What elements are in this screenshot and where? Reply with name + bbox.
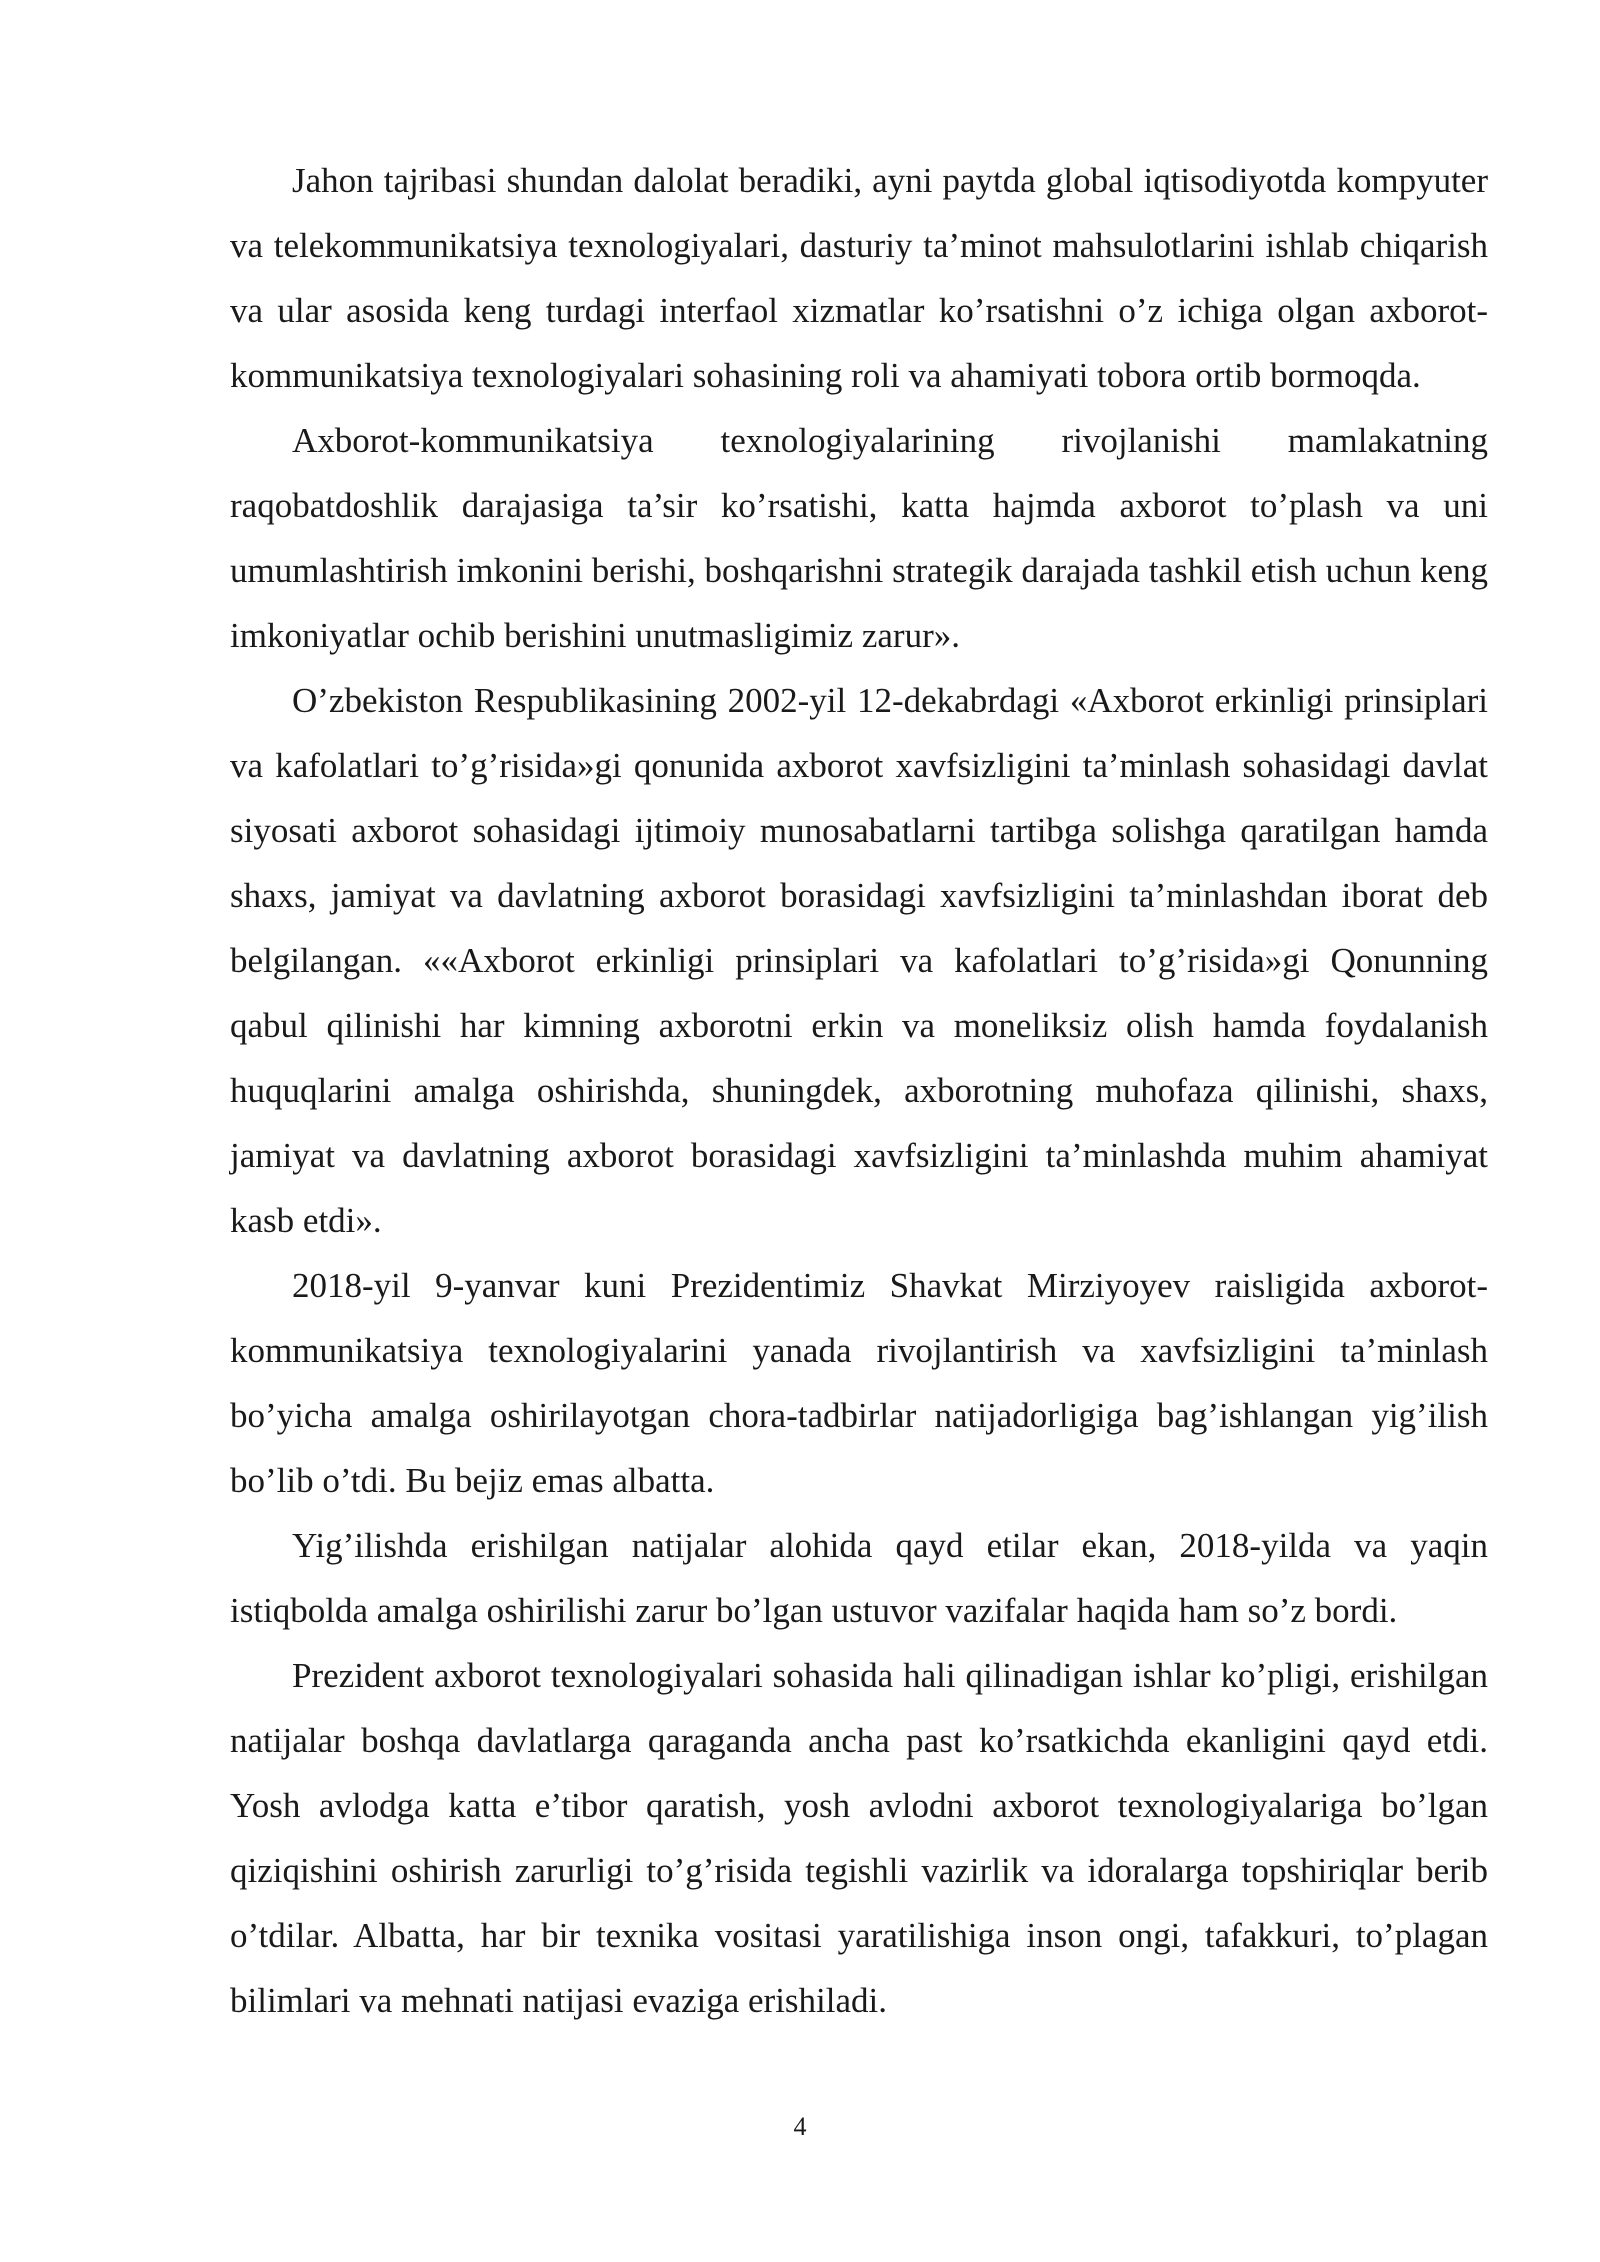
paragraph-4: 2018-yil 9-yanvar kuni Prezidentimiz Shavkat Mirziyoyev raisligida axborot-kommunikatsiya texnologiyalarini yanada rivojlantirish va xavfsizligini ta’minlash bo’yicha amalga oshirilayotgan chora-tadbirlar natijadorligiga bag’ishlangan yig’ilish bo’lib o’tdi. Bu bejiz emas albatta. — [230, 1266, 1488, 1500]
paragraph-5: Yig’ilishda erishilgan natijalar alohida qayd etilar ekan, 2018-yilda va yaqin istiqbolda amalga oshirilishi zarur bo’lgan ustuvor vazifalar haqida ham so’z bordi. — [230, 1526, 1488, 1630]
paragraph-2: Axborot-kommunikatsiya texnologiyalarining rivojlanishi mamlakatning raqobatdoshlik darajasiga ta’sir ko’rsatishi, katta hajmda axborot to’plash va uni umumlashtirish imkonini berishi, boshqarishni strategik darajada tashkil etish uchun keng imkoniyatlar ochib berishini unutmasligimiz zarur». — [230, 421, 1488, 655]
paragraph-3: O’zbekiston Respublikasining 2002-yil 12-dekabrdagi «Axborot erkinligi prinsiplari va kafolatlari to’g’risida»gi qonunida axborot xavfsizligini ta’minlash sohasidagi davlat siyosati axborot sohasidagi ijtimoiy munosabatlarni tartibga solishga qaratilgan hamda shaxs, jamiyat va davlatning axborot borasidagi xavfsizligini ta’minlashdan iborat deb belgilangan. ««Axborot erkinligi prinsiplari va kafolatlari to’g’risida»gi Qonunning qabul qilinishi har kimning axborotni erkin va moneliksiz olish hamda foydalanish huquqlarini amalga oshirishda, shuningdek, axborotning muhofaza qilinishi, shaxs, jamiyat va davlatning axborot borasidagi xavfsizligini ta’minlashda muhim ahamiyat kasb etdi». — [230, 681, 1488, 1240]
paragraph-6: Prezident axborot texnologiyalari sohasida hali qilinadigan ishlar ko’pligi, erishilgan natijalar boshqa davlatlarga qaraganda ancha past ko’rsatkichda ekanligini qayd etdi. Yosh avlodga katta e’tibor qaratish, yosh avlodni axborot texnologiyalariga bo’lgan qiziqishini oshirish zarurligi to’g’risida tegishli vazirlik va idoralarga topshiriqlar berib o’tdilar. Albatta, har bir texnika vositasi yaratilishiga inson ongi, tafakkuri, to’plagan bilimlari va mehnati natijasi evaziga erishiladi. — [230, 1656, 1488, 2020]
document-body — [230, 148, 1488, 2033]
page-number: 4 — [793, 2112, 807, 2141]
paragraph-1: Jahon tajribasi shundan dalolat beradiki, ayni paytda global iqtisodiyotda kompyuter va telekommunikatsiya texnologiyalari, dasturiy ta’minot mahsulotlarini ishlab chiqarish va ular asosida keng turdagi interfaol xizmatlar ko’rsatishni o’z ichiga olgan axborot-kommunikatsiya texnologiyalari sohasining roli va ahamiyati tobora ortib bormoqda. — [230, 161, 1488, 395]
